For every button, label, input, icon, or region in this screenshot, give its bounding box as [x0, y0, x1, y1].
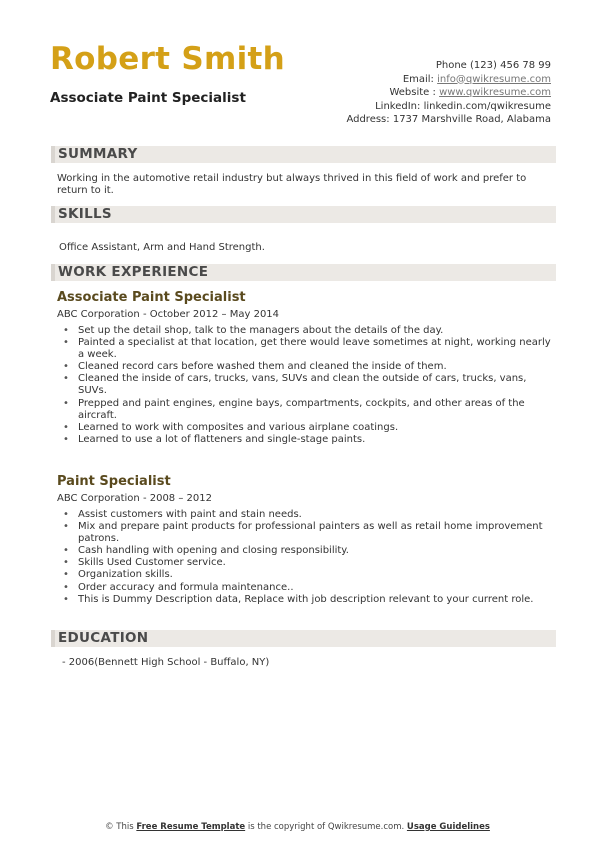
job-1-bullets [57, 325, 555, 446]
list-item: • Learned to use a lot of flatteners and single-stage paints. [57, 434, 555, 446]
contact-block [346, 59, 551, 127]
website-link[interactable]: www.qwikresume.com [439, 87, 551, 99]
linkedin-value: linkedin.com/qwikresume [423, 100, 551, 112]
job-1-title: Associate Paint Specialist [57, 290, 246, 305]
list-item: • Assist customers with paint and stain needs. [57, 509, 555, 521]
list-item: • Cleaned record cars before washed them and cleaned the inside of them. [57, 361, 555, 373]
phone-value: (123) 456 78 99 [470, 60, 551, 71]
list-item: • This is Dummy Description data, Replace with job description relevant to your current role. [57, 594, 555, 606]
contact-website [346, 86, 551, 100]
list-item: • Learned to work with composites and various airplane coatings. [57, 422, 555, 434]
summary-text: Working in the automotive retail industry but always thrived in this field of work and prefer to return to it. [57, 173, 527, 196]
contact-linkedin [346, 100, 551, 114]
job-2-company-dates: ABC Corporation - 2008 – 2012 [57, 493, 212, 504]
free-resume-template-link[interactable]: Free Resume Template [136, 822, 246, 832]
list-item: • Painted a specialist at that location, get there would leave sometimes at night, working nearly a week. [57, 337, 555, 361]
footer [0, 823, 595, 832]
email-link[interactable]: info@qwikresume.com [437, 73, 551, 85]
job-2-title: Paint Specialist [57, 474, 171, 489]
linkedin-label: LinkedIn: [375, 100, 421, 112]
footer-middle: is the copyright of Qwikresume.com. [247, 822, 405, 832]
usage-guidelines-link[interactable]: Usage Guidelines [406, 822, 490, 832]
education-heading: EDUCATION [58, 630, 149, 646]
contact-phone [346, 59, 551, 73]
list-item: • Set up the detail shop, talk to the managers about the details of the day. [57, 325, 555, 337]
list-item: • Cash handling with opening and closing responsibility. [57, 545, 555, 557]
skills-section-header [51, 206, 556, 223]
list-item: • Mix and prepare paint products for professional painters as well as retail home improvement patrons. [57, 521, 555, 545]
education-text: - 2006(Bennett High School - Buffalo, NY) [62, 657, 270, 668]
website-label: Website : [389, 87, 436, 99]
email-label: Email: [402, 73, 434, 85]
list-item: • Skills Used Customer service. [57, 557, 555, 569]
contact-address [346, 113, 551, 127]
list-item: • Cleaned the inside of cars, trucks, vans, SUVs and clean the outside of cars, trucks, vans, SUVs. [57, 373, 555, 397]
candidate-title: Associate Paint Specialist [50, 90, 246, 106]
list-item: • Order accuracy and formula maintenance.. [57, 582, 555, 594]
summary-heading: SUMMARY [58, 146, 138, 162]
address-label: Address: [346, 114, 390, 126]
skills-text: Office Assistant, Arm and Hand Strength. [59, 242, 265, 253]
address-value: 1737 Marshville Road, Alabama [392, 114, 551, 126]
contact-email [346, 73, 551, 87]
work-section-header [51, 264, 556, 281]
list-item: • Organization skills. [57, 569, 555, 581]
education-section-header [51, 630, 556, 647]
candidate-name: Robert Smith [50, 41, 286, 77]
job-1-company-dates: ABC Corporation - October 2012 – May 2014 [57, 309, 280, 320]
work-heading: WORK EXPERIENCE [58, 264, 209, 280]
list-item: • Prepped and paint engines, engine bays, compartments, cockpits, and other areas of the aircraft. [57, 398, 555, 422]
phone-label: Phone [435, 60, 467, 71]
skills-heading: SKILLS [58, 206, 112, 222]
footer-prefix: © This [105, 822, 134, 832]
summary-section-header [51, 146, 556, 163]
job-2-bullets [57, 509, 555, 606]
